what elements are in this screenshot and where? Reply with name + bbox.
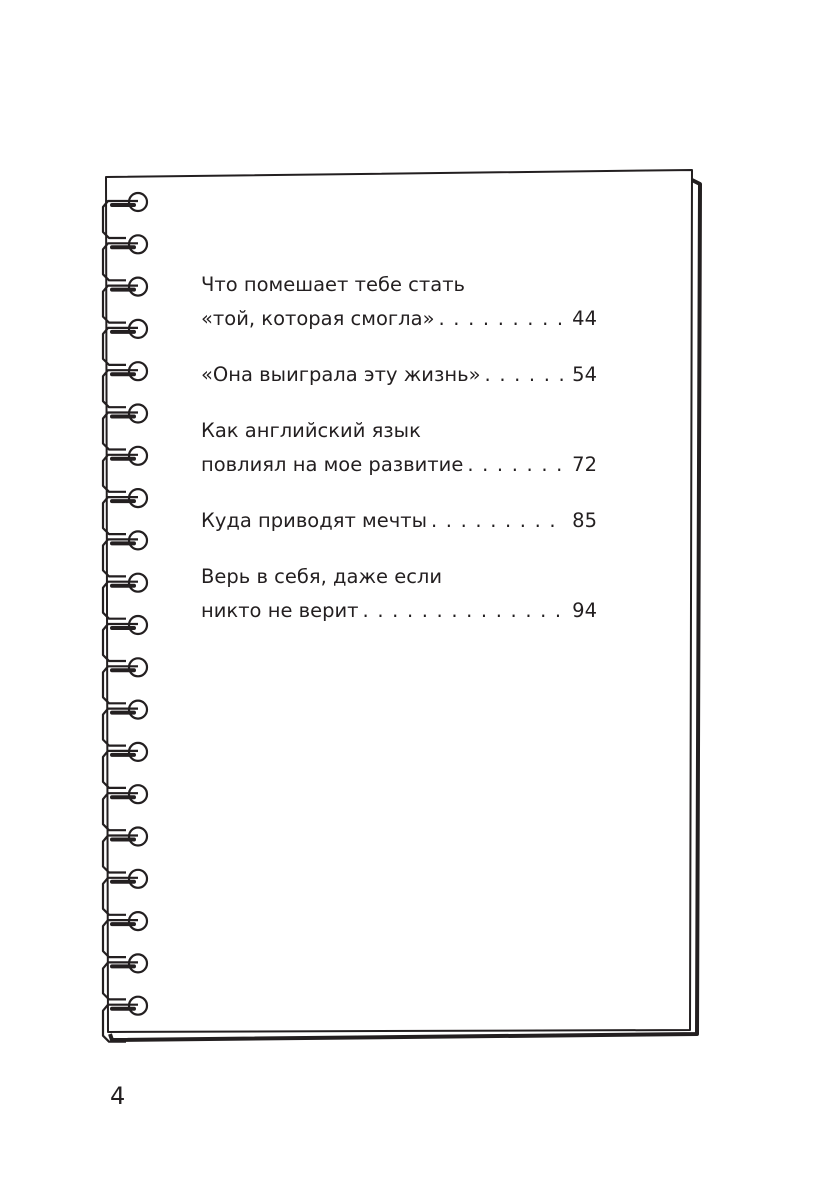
toc-page-number: 94 [572,599,597,622]
toc-entry[interactable] [201,358,597,392]
dot-leader [463,448,566,482]
toc-page-number: 72 [572,453,597,476]
toc-entry-line [201,268,597,302]
toc-entry[interactable] [201,414,597,482]
toc-entry[interactable] [201,504,597,538]
page-number: 4 [110,1082,126,1110]
toc-page-number: 85 [572,509,597,532]
toc-page-number: 54 [572,363,597,386]
toc-entry-title: Что помешает тебе стать [201,273,466,296]
dot-leader [481,358,567,392]
dot-leader [435,302,567,336]
toc-entry-line [201,594,597,628]
toc-entry-line [201,560,597,594]
toc-entry-title: повлиял на мое развитие [201,453,464,476]
toc-entry[interactable] [201,268,597,336]
toc-entry-title: Куда приводят мечты [201,509,427,532]
toc-entry-title: «Она выиграла эту жизнь» [201,363,481,386]
toc-entry-line [201,302,597,336]
toc-entry-line [201,504,597,538]
toc-entry-line [201,358,597,392]
toc-entry-title: «той, которая смогла» [201,307,435,330]
toc-entry-title: Как английский язык [201,419,421,442]
table-of-contents [201,268,597,650]
toc-entry-line [201,414,597,448]
toc-page-number: 44 [572,307,597,330]
toc-entry-line [201,448,597,482]
toc-entry-title: никто не верит [201,599,359,622]
dot-leader [427,504,566,538]
toc-entry-title: Верь в себя, даже если [201,565,443,588]
toc-entry[interactable] [201,560,597,628]
dot-leader [359,594,567,628]
